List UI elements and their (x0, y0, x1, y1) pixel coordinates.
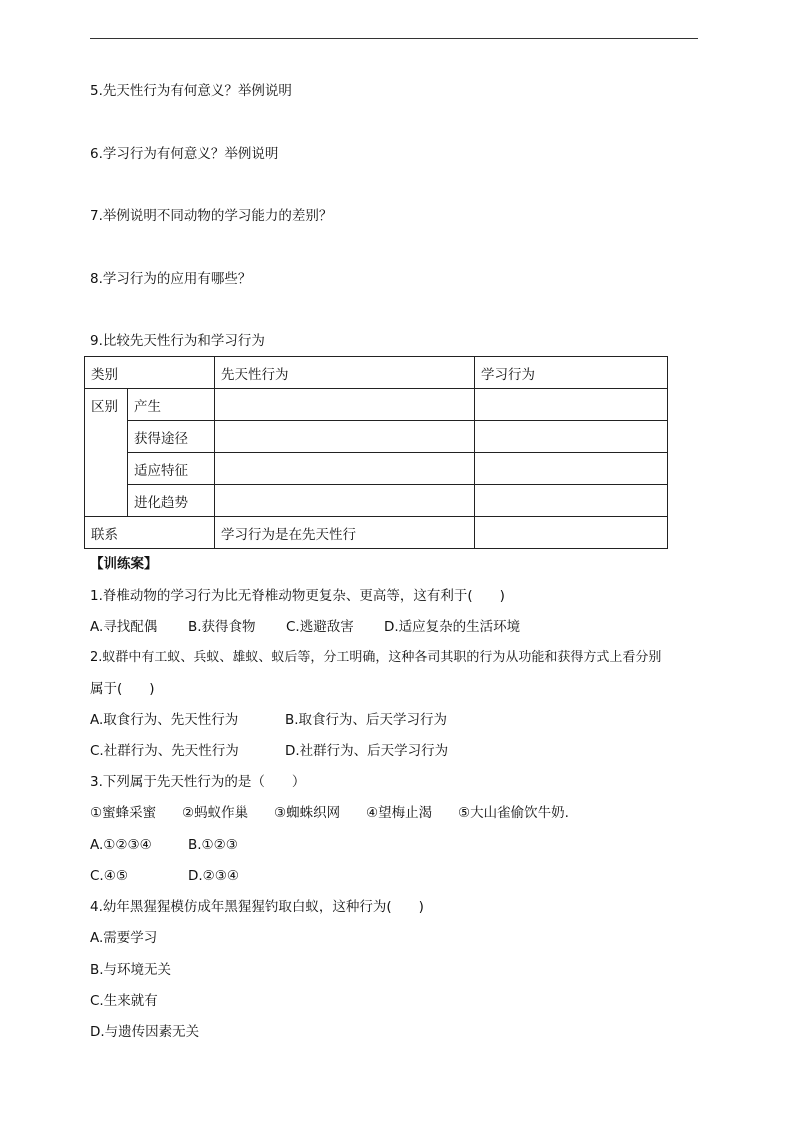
table-row (85, 453, 668, 485)
option-d[interactable]: D.②③④ (188, 868, 239, 884)
q2-stem-line2: 属于( ) (90, 681, 155, 697)
option-d[interactable]: D.适应复杂的生活环境 (384, 619, 521, 635)
table-header-innate: 先天性行为 (215, 357, 475, 389)
question-5: 5.先天性行为有何意义？举例说明 (90, 83, 292, 99)
q4-stem: 4.幼年黑猩猩模仿成年黑猩猩钓取白蚁，这种行为( ) (90, 899, 424, 915)
option-c[interactable]: C.生来就有 (90, 993, 158, 1009)
table-row-label: 产生 (128, 389, 215, 421)
q3-item: ④望梅止渴 (366, 805, 433, 821)
q3-options-row1 (90, 836, 238, 854)
table-cell-blank[interactable] (215, 421, 475, 453)
q3-items (90, 804, 569, 822)
option-d[interactable]: D.社群行为、后天学习行为 (285, 743, 449, 759)
q3-item: ③蜘蛛织网 (274, 805, 341, 821)
table-cell-blank[interactable] (215, 485, 475, 517)
comparison-table (84, 356, 668, 549)
table-row (85, 485, 668, 517)
question-9: 9.比较先天性行为和学习行为 (90, 333, 265, 349)
option-a[interactable]: A.寻找配偶 (90, 619, 158, 635)
q1-stem: 1.脊椎动物的学习行为比无脊椎动物更复杂、更高等，这有利于( ) (90, 588, 505, 604)
q3-item: ②蚂蚁作巢 (182, 805, 249, 821)
table-row (85, 389, 668, 421)
q2-options-row1 (90, 711, 447, 729)
question-7: 7.举例说明不同动物的学习能力的差别？ (90, 208, 333, 224)
q1-options (90, 618, 520, 636)
option-c[interactable]: C.逃避敌害 (286, 619, 354, 635)
option-c[interactable]: C.④⑤ (90, 868, 128, 884)
option-b[interactable]: B.获得食物 (188, 619, 256, 635)
table-cell-blank[interactable] (215, 389, 475, 421)
table-row-label: 适应特征 (128, 453, 215, 485)
table-row (85, 357, 668, 389)
option-a[interactable]: A.需要学习 (90, 930, 158, 946)
table-row (85, 517, 668, 549)
table-row (85, 421, 668, 453)
question-6: 6.学习行为有何意义？举例说明 (90, 146, 279, 162)
option-c[interactable]: C.社群行为、先天性行为 (90, 743, 239, 759)
table-cell-blank[interactable] (475, 517, 668, 549)
option-b[interactable]: B.①②③ (188, 837, 238, 853)
option-d[interactable]: D.与遗传因素无关 (90, 1024, 200, 1040)
q3-item: ①蜜蜂采蜜 (90, 805, 157, 821)
table-link-text: 学习行为是在先天性行 (215, 517, 475, 549)
q3-item: ⑤大山雀偷饮牛奶. (458, 805, 569, 821)
table-row-label: 获得途径 (128, 421, 215, 453)
table-cell-blank[interactable] (475, 485, 668, 517)
q2-options-row2 (90, 742, 448, 760)
section-title: 【训练案】 (90, 556, 158, 572)
question-8: 8.学习行为的应用有哪些？ (90, 271, 252, 287)
option-a[interactable]: A.①②③④ (90, 837, 152, 853)
table-group-difference: 区别 (85, 389, 128, 517)
option-a[interactable]: A.取食行为、先天性行为 (90, 712, 239, 728)
table-cell-blank[interactable] (475, 421, 668, 453)
option-b[interactable]: B.与环境无关 (90, 962, 172, 978)
option-b[interactable]: B.取食行为、后天学习行为 (285, 712, 448, 728)
table-header-category: 类别 (85, 357, 215, 389)
table-cell-blank[interactable] (475, 453, 668, 485)
table-cell-blank[interactable] (215, 453, 475, 485)
header-rule (90, 38, 698, 39)
table-link-label: 联系 (85, 517, 215, 549)
q3-stem: 3.下列属于先天性行为的是（ ） (90, 774, 306, 790)
q3-options-row2 (90, 867, 239, 885)
table-header-learned: 学习行为 (475, 357, 668, 389)
q2-stem-line1: 2.蚁群中有工蚁、兵蚁、雄蚁、蚁后等，分工明确，这种各司其职的行为从功能和获得方式上看分别 (90, 650, 662, 665)
table-row-label: 进化趋势 (128, 485, 215, 517)
table-cell-blank[interactable] (475, 389, 668, 421)
